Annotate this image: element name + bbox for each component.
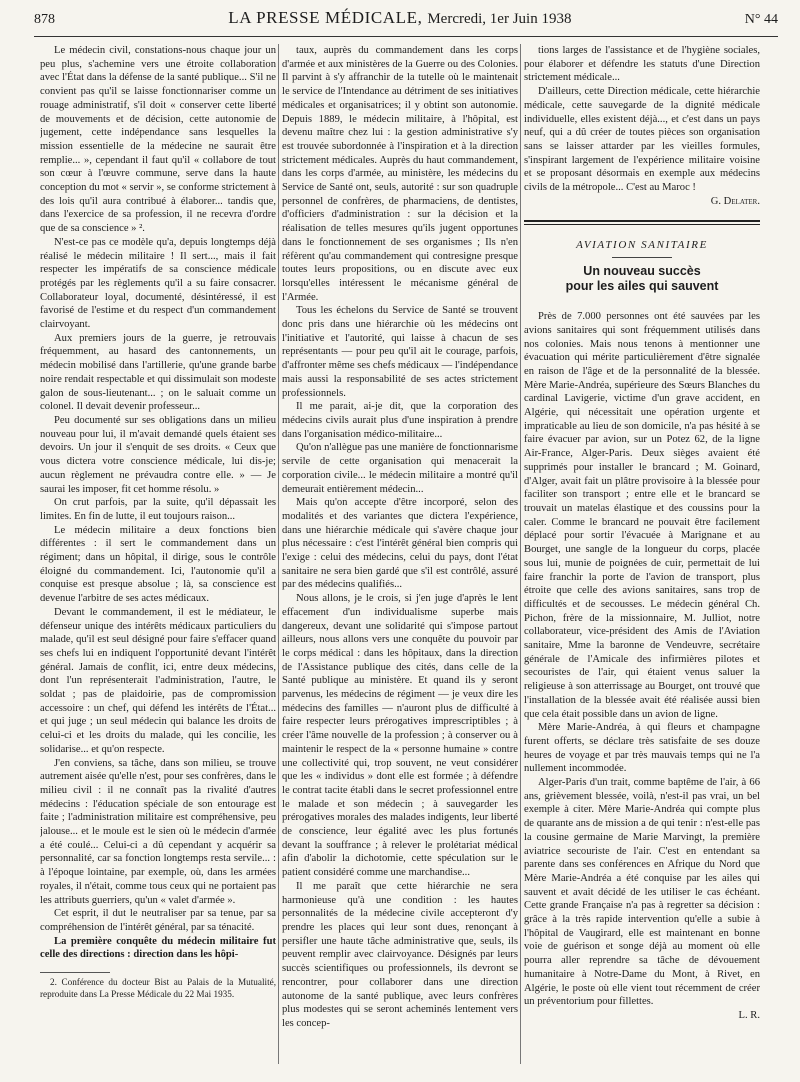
issue-number: N° 44 [744, 12, 778, 27]
article-title-line: Un nouveau succès [583, 264, 701, 279]
footnote-rule [40, 972, 110, 973]
column-3 [524, 44, 760, 1064]
page-header [34, 8, 778, 34]
paragraph: Peu documenté sur ses obligations dans un milieu nouveau pour lui, il m'avait demandé quels étaient ses devoirs. Un jour il s'enquit de ses droits. « Ceux que vous dictera votre conscience médicale, lui dis-je; aucun règlement ne prévaudra contre elle. » — Je saurai les imposer, fit cet homme résolu. » [40, 414, 276, 495]
article-title [524, 264, 760, 294]
section-label: AVIATION SANITAIRE [524, 239, 760, 258]
paragraph: N'est-ce pas ce modèle qu'a, depuis longtemps déjà réalisé le médecin militaire ! Il sert..., mais il fait respecter les impératifs de sa conscience médicale protégés par les règlements qu'il a su faire consacrer. Collaborateur loyal, documenté, désintéressé, il est favorisé de l'estime et du respect d'un commandement clairvoyant. [40, 236, 276, 331]
column-divider [520, 44, 521, 1064]
paragraph: Qu'on n'allègue pas une manière de fonctionnarisme servile de cette organisation qui menacerait la corporation civile... le médecin militaire a montré qu'il demeurait entièrement médecin... [282, 442, 518, 495]
paragraph: Il me parait, ai-je dit, que la corporation des médecins civils aurait plus d'une inspiration à prendre dans l'organisation médico-militaire... [282, 401, 518, 440]
section-rule [524, 224, 760, 225]
paragraph: tions larges de l'assistance et de l'hygiène sociales, pour élaborer et défendre les statuts d'une Direction strictement médicale... [524, 45, 760, 84]
paragraph: Devant le commandement, il est le médiateur, le défenseur unique des intérêts médicaux particuliers du malade, qu'il est seul désigné pour faire s'effacer quand ses chefs lui en indiquent l'opportunité devant l'intérêt général. Jamais de conflit, ici, entre deux médecins, dont l'un représenterait l'administration, l'autre, le soldat ; pas de plaidoirie, pas de compromission accessoire : un chef, qui défend les intérêts de l'État... et qui juge ; un seul médecin qui balance les droits de celui-ci et les droits du malade, qui les concilie, les solidarise... et qu'on respecte. [40, 606, 276, 755]
footnote: 2. Conférence du docteur Bist au Palais de la Mutualité, reproduite dans La Presse Médicale du 22 Mai 1935. [40, 977, 276, 999]
paragraph: Mère Marie-Andréa, à qui fleurs et champagne furent offerts, se déclare très satisfaite de ses douze heures de voyage et par très mauvais temps qui ne l'a nullement incommodée. [524, 722, 760, 775]
column-1 [40, 44, 276, 1064]
page-number: 878 [34, 12, 55, 27]
paragraph: Cet esprit, il dut le neutraliser par sa tenue, par sa compréhension de l'intérêt général, par sa ténacité. [40, 908, 276, 933]
paragraph: Alger-Paris d'un trait, comme baptême de l'air, à 66 ans, grièvement blessée, voilà, n'est-il pas vrai, un bel exemple à citer. Mère Marie-Andréa qui compte plus de quarante ans de mission a de qui tenir : n'est-elle pas la cousine germaine de Marie Marvingt, la première aviatrice secouriste de l'air. C'est en entendant sa parente dans ses conférences en Afrique du Nord que Mère Marie-Andréa a été conquise par les ailes qui sauvent et avait décidé de les utiliser le cas échéant. Cette grande Française n'a pas à regretter sa décision : grâce à la très rapide intervention qu'elle a subie à l'hôpital de Vaugirard, elle est maintenant en bonne voie de guérison et songe déjà au moment où elle pourra aller reprendre sa tâche de dévouement humanitaire à Notre-Dame du Mont, à Rivet, en Algérie, le poste où elle vient tout récemment de créer un préventorium pour fillettes. [524, 777, 760, 1008]
paragraph: Il me paraît que cette hiérarchie ne sera harmonieuse qu'à une condition : les hautes personnalités de la médecine civile accepteront d'y prendre les places qui leur sont dues, renonçant à persifler une haute tâche administrative que, seuls, ils peuvent remplir avec clairvoyance. Désignés par leurs succès scientifiques ou professionnels, ils devront se rencontrer, pour collaborer dans une direction autonome de la santé publique, avec leurs confrères plus modestes qui se seront acheminés lentement vers les concep- [282, 880, 518, 1029]
journal-title: LA PRESSE MÉDICALE, [228, 8, 423, 27]
paragraph: Nous allons, je le crois, si j'en juge d'après le lent effacement d'un individualisme superbe mais dangereux, devant une solidarité qui s'impose partout ailleurs, nous allons vers une conquête du pouvoir par le corps médical : dans les hôpitaux, dans la direction de l'Assistance publique des cités, dans celle de la Santé publique au ministère. Et quand ils y seront parvenus, les médecins de régiment — je veux dire les médecins des familles — n'auront plus de difficulté à faire respecter leurs prérogatives imprescriptibles ; à créer l'âme nouvelle de la profession ; à conserver ou à maintenir le respect de la « personne humaine » contre une collectivité qui, trop souvent, ne veut considérer que les « individus » dont elle est formée ; à défendre le contrat tacite établi dans le secret professionnel entre le malade et son médecin ; à sauvegarder les prérogatives morales des malades indigents, leur liberté de conscience, leur égalité avec les plus fortunés devant la souffrance ; à relever le prolétariat médical afin d'abolir la dichotomie, cette spéculation sur le patient considéré comme une marchandise... [282, 593, 518, 879]
paragraph: On crut parfois, par la suite, qu'il dépassait les limites. En fin de lutte, il eut toujours raison... [40, 497, 276, 522]
header-rule [34, 36, 778, 37]
issue-date: Mercredi, 1er Juin 1938 [427, 11, 572, 27]
paragraph: Tous les échelons du Service de Santé se trouvent donc pris dans une hiérarchie où les médecins ont l'initiative et l'autorité, qui laisse à chacun de ses représentants — pour peu qu'il ait le courage, parfois, d'affronter même ses chefs médicaux — l'indépendance mais aussi la responsabilité de ses actes strictement professionnels. [282, 305, 518, 399]
paragraph: D'ailleurs, cette Direction médicale, cette hiérarchie médicale, cette sauvegarde de la dignité médicale individuelle, elles existent déjà..., et c'est dans un pays neuf, qui a dû créer de toutes pièces son organisation sans se laisser attarder par les vieilles formules, s'inspirant largement de l'expérience militaire voisine et se proposant désormais en exemple aux médecins civils de la métropole... C'est au Maroc ! [524, 86, 760, 194]
author-signature: G. Delater. [710, 195, 760, 207]
section-rule [524, 220, 760, 222]
paragraph: Près de 7.000 personnes ont été sauvées par les avions sanitaires qui sont fréquemment utilisés dans nos colonies. Mais nous tenons à mentionner une évacuation qui mérite particulièrement d'être signalée en raison de l'âge et de la personnalité de la blessée. Mère Marie-Andréa, supérieure des Sœurs Blanches du cardinal Lavigerie, victime d'un grave accident, en Algérie, qui nécessitait une opération urgente et impraticable au lieu de son domicile, n'a pas hésité à se faire évacuer par avion, sur un Potez 62, de la ligne Air-France, Alger-Paris. Deux sièges avaient été supprimés pour installer le brancard ; M. Goinard, d'Alger, avait fait un plâtre provisoire à la blessée pour faciliter son transport ; entre elle et le brancard se trouvait un matelas élastique et des coussins pour la caler. Comme le brancard ne pouvait être facilement déplacé pour sortir l'évacuée à Marignane et au Bourget, une sangle de la longueur du corps, placée sous lui, munie de poignées de cuir, permettait de lui faire franchir la porte de l'avion de transport, plus étroite que celle des avions sanitaires, sans trop de difficultés et de secousses. Le médecin général Ch. Pichon, frère de la missionnaire, M. Julliot, notre collaborateur, vice-président des Amis de l'Aviation sanitaire, Mme la baronne de Vendeuvre, secrétaire générale de l'Amicale des infirmières pilotes et secouristes de l'air, qui étaient venus saluer la religieuse à son atterrissage au Bourget, ont trouvé que l'installation de la blessée avait été réalisée aussi bien que cela était possible dans un avion de ligne. [524, 311, 760, 720]
article-title-line: pour les ailes qui sauvent [565, 279, 719, 294]
paragraph: Aux premiers jours de la guerre, je retrouvais fréquemment, au hasard des cantonnements, un médecin mobilisé dans l'artillerie, qu'une grande barbe noire rendait respectable et qui dissimulait son modeste galon de sous-lieutenant... ; on le saluait comme un colonel. Il devait devenir professeur... [40, 332, 276, 413]
author-signature: L. R. [738, 1010, 760, 1021]
column-2 [282, 44, 518, 1064]
paragraph: Mais qu'on accepte d'être incorporé, selon des modalités et des variantes que dictera l'expérience, dans une hiérarchie médicale qui s'avère chaque jour plus nécessaire : c'est l'intérêt général bien compris qui l'exige : celui des médecins, celui du pays, dont l'état sanitaire ne sera bien gardé que s'il est contrôlé, assuré par des médecins qualifiés... [282, 497, 518, 591]
paragraph: Le médecin civil, constations-nous chaque jour un peu plus, s'achemine vers une étroite collaboration avec l'État dans la défense de la santé publique... S'il ne convient pas qu'il se laisse fonctionnariser comme un rouage administratif, s'il doit « conserver cette liberté de mouvements et de décision, cette autonomie de jugement, cette indépendance sans lesquelles la mission essentielle de la médecine ne saurait être remplie... », cependant il faut qu'il « collabore de tout son cœur à l'œuvre commune, serve dans la haute conception du mot « servir », se conforme strictement à des lois qu'il aura contribué à élaborer... tandis que, dans l'exercice de sa profession, il ne recevra d'ordre que de sa conscience » ². [40, 45, 276, 235]
masthead [228, 8, 571, 28]
column-divider [278, 44, 279, 1064]
paragraph: J'en conviens, sa tâche, dans son milieu, se trouve autrement aisée qu'elle n'est, pour ses confrères, dans le milieu civil : il ne connaît pas la rivalité d'autres médecins : l'éducation spéciale de son entourage est faite ; l'administration militaire est compréhensive, peu jalouse... et le moule est le sien où le médecin d'armée a été coulé... Celui-ci a dû cependant y acquérir sa personnalité, car sa fonction longtemps resta servile... : à l'époque lointaine, par exemple, où, dans les armées royales, il n'était, comme tous ceux qui ne portaient pas les attributs guerriers, qu'un « valet d'armée ». [40, 757, 276, 906]
paragraph: taux, auprès du commandement dans les corps d'armée et aux ministères de la Guerre ou des Colonies. Il parvint à s'y affranchir de la tutelle où le maintenait le service de l'Intendance au détriment de ses initiatives médicales et organisatrices; il y obtint son autonomie. Depuis 1889, le médecin militaire, à l'hôpital, est devenu maître chez lui : la gestion administrative s'y est trouvée subordonnée à l'inspiration et à la direction strictement médicales. Auprès du haut commandement, dans les corps d'armée, au ministère, les médecins du Service de Santé ont, seuls, autorité : sur son quadruple personnel de confrères, de pharmaciens, de dentistes, d'officiers d'administration : sur la décision et la réalisation de telles mesures qu'ils jugent opportunes dans le fonctionnement de ses organismes ; Ils n'en réfèrent qu'au commandement qui contresigne presque toutes leurs propositions, ou en discute avec eux lorsqu'elles intéressent le mécanisme général de l'Armée. [282, 45, 518, 303]
paragraph: La première conquête du médecin militaire fut celle des directions : direction dans les hôpi- [40, 935, 276, 961]
paragraph: Le médecin militaire a deux fonctions bien différentes : il sert le commandement dans un régiment; dans un hôpital, il dirige, sous le contrôle éloigné du commandement. Ici, l'autonomie qu'il a conquise est presque absolue ; là, sa conscience est devenue l'arbitre de ses actes médicaux. [40, 524, 276, 605]
